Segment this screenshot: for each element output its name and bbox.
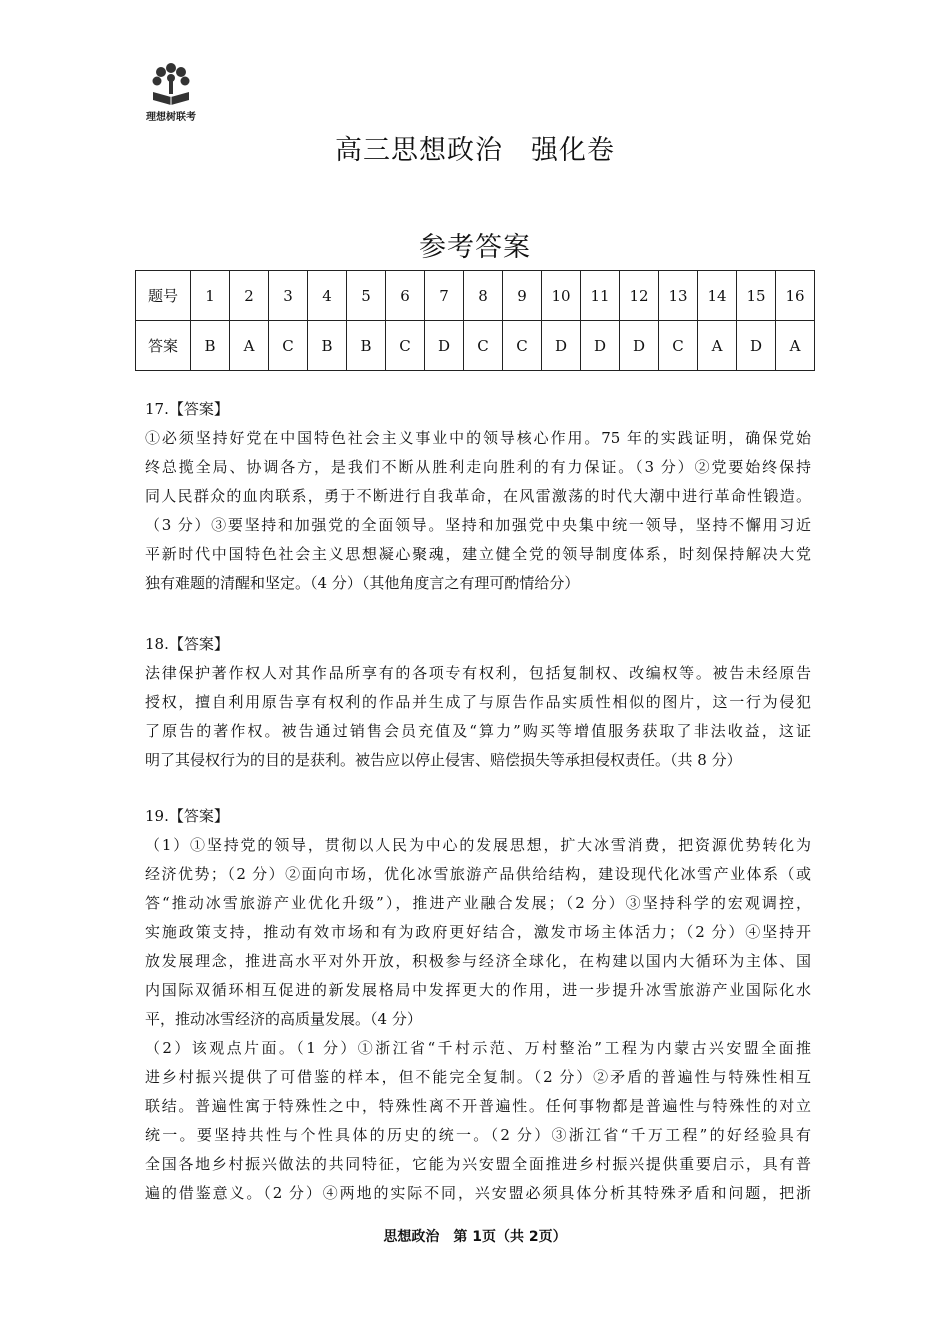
answer-line: 平新时代中国特色社会主义思想凝心聚魂，建立健全党的领导制度体系，时刻保持解决大党 (145, 545, 811, 563)
question-number-cell: 8 (464, 271, 503, 321)
logo (140, 62, 202, 122)
answer-line: 经济优势；（2 分）②面向市场，优化冰雪旅游产品供给结构，建设现代化冰雪产业体系（或 (145, 865, 811, 883)
question-number-cell: 7 (425, 271, 464, 321)
question-heading: 18.【答案】 (145, 635, 229, 653)
answer-cell: C (659, 321, 698, 371)
answer-cell: B (191, 321, 230, 371)
question-number-cell: 5 (347, 271, 386, 321)
question-number-cell: 14 (698, 271, 737, 321)
answer-line: 明了其侵权行为的目的是获利。被告应以停止侵害、赔偿损失等承担侵权责任。（共 8 分） (145, 751, 742, 769)
question-heading: 19.【答案】 (145, 807, 229, 825)
question-number-cell: 13 (659, 271, 698, 321)
answer-cell: C (464, 321, 503, 371)
answer-line: 终总揽全局、协调各方，是我们不断从胜利走向胜利的有力保证。（3 分）②党要始终保持 (145, 458, 811, 476)
question-19-answer (145, 802, 811, 1208)
answer-cell: B (308, 321, 347, 371)
question-number-cell: 16 (776, 271, 815, 321)
answer-line: ①必须坚持好党在中国特色社会主义事业中的领导核心作用。75 年的实践证明，确保党始 (145, 429, 811, 447)
question-heading: 17.【答案】 (145, 400, 229, 418)
answer-cell: C (503, 321, 542, 371)
question-18-answer (145, 630, 811, 775)
answer-line: 放发展理念，推进高水平对外开放，积极参与经济全球化，在构建以国内大循环为主体、国 (145, 952, 811, 970)
question-number-row (136, 271, 815, 321)
answer-cell: B (347, 321, 386, 371)
question-number-cell: 3 (269, 271, 308, 321)
answer-cell: D (425, 321, 464, 371)
answer-cell: A (776, 321, 815, 371)
answer-line: 实施政策支持，推动有效市场和有为政府更好结合，激发市场主体活力；（2 分）④坚持开 (145, 923, 811, 941)
answer-line: 统一。要坚持共性与个性具体的历史的统一。（2 分）③浙江省“千万工程”的好经验具有 (145, 1126, 811, 1144)
answer-line: 全国各地乡村振兴做法的共同特征，它能为兴安盟全面推进乡村振兴提供重要启示，具有普 (145, 1155, 811, 1173)
question-number-cell: 1 (191, 271, 230, 321)
page-title: 高三思想政治 强化卷 (335, 135, 615, 166)
question-number-cell: 15 (737, 271, 776, 321)
answer-cell: D (620, 321, 659, 371)
answer-line: 了原告的著作权。被告通过销售会员充值及“算力”购买等增值服务获取了非法收益，这证 (145, 722, 811, 740)
answer-cell: C (386, 321, 425, 371)
answer-line: 遍的借鉴意义。（2 分）④两地的实际不同，兴安盟必须具体分析其特殊矛盾和问题，把浙 (145, 1184, 811, 1202)
question-number-cell: 12 (620, 271, 659, 321)
answer-line: 内国际双循环相互促进的新发展格局中发挥更大的作用，进一步提升冰雪旅游产业国际化水 (145, 981, 811, 999)
page-footer: 思想政治 第 1页（共 2页） (383, 1229, 567, 1245)
question-number-cell: 9 (503, 271, 542, 321)
answer-line: 答“推动冰雪旅游产业优化升级”），推进产业融合发展；（2 分）③坚持科学的宏观调控， (145, 894, 811, 912)
answer-line: 法律保护著作权人对其作品所享有的各项专有权利，包括复制权、改编权等。被告未经原告 (145, 664, 811, 682)
answer-line: 联结。普遍性寓于特殊性之中，特殊性离不开普遍性。任何事物都是普遍性与特殊性的对立 (145, 1097, 811, 1115)
answer-line: 授权，擅自利用原告享有权利的作品并生成了与原告作品实质性相似的图片，这一行为侵犯 (145, 693, 811, 711)
question-17-answer (145, 395, 811, 598)
answer-line: （3 分）③要坚持和加强党的全面领导。坚持和加强党中央集中统一领导，坚持不懈用习近 (145, 516, 811, 534)
answer-line: （2）该观点片面。（1 分）①浙江省“千村示范、万村整治”工程为内蒙古兴安盟全面推 (145, 1039, 811, 1057)
answer-cell: D (737, 321, 776, 371)
answer-cell: A (230, 321, 269, 371)
page-subtitle: 参考答案 (419, 232, 531, 263)
tree-book-logo-icon (150, 62, 192, 106)
question-number-cell: 10 (542, 271, 581, 321)
answer-line: 平，推动冰雪经济的高质量发展。（4 分） (145, 1010, 422, 1028)
answer-line: 进乡村振兴提供了可借鉴的样本，但不能完全复制。（2 分）②矛盾的普遍性与特殊性相互 (145, 1068, 811, 1086)
question-number-cell: 2 (230, 271, 269, 321)
logo-text: 理想树联考 (146, 112, 196, 123)
answer-line: 同人民群众的血肉联系，勇于不断进行自我革命，在风雷激荡的时代大潮中进行革命性锻造。 (145, 487, 811, 505)
question-number-cell: 4 (308, 271, 347, 321)
row-label-question-number: 题号 (136, 271, 191, 321)
answer-cell: C (269, 321, 308, 371)
row-label-answer: 答案 (136, 321, 191, 371)
question-number-cell: 11 (581, 271, 620, 321)
answer-cell: D (581, 321, 620, 371)
answer-line: 独有难题的清醒和坚定。（4 分）（其他角度言之有理可酌情给分） (145, 574, 580, 592)
answer-row (136, 321, 815, 371)
answer-table (135, 270, 815, 371)
answer-cell: D (542, 321, 581, 371)
answer-cell: A (698, 321, 737, 371)
question-number-cell: 6 (386, 271, 425, 321)
answer-line: （1）①坚持党的领导，贯彻以人民为中心的发展思想，扩大冰雪消费，把资源优势转化为 (145, 836, 811, 854)
